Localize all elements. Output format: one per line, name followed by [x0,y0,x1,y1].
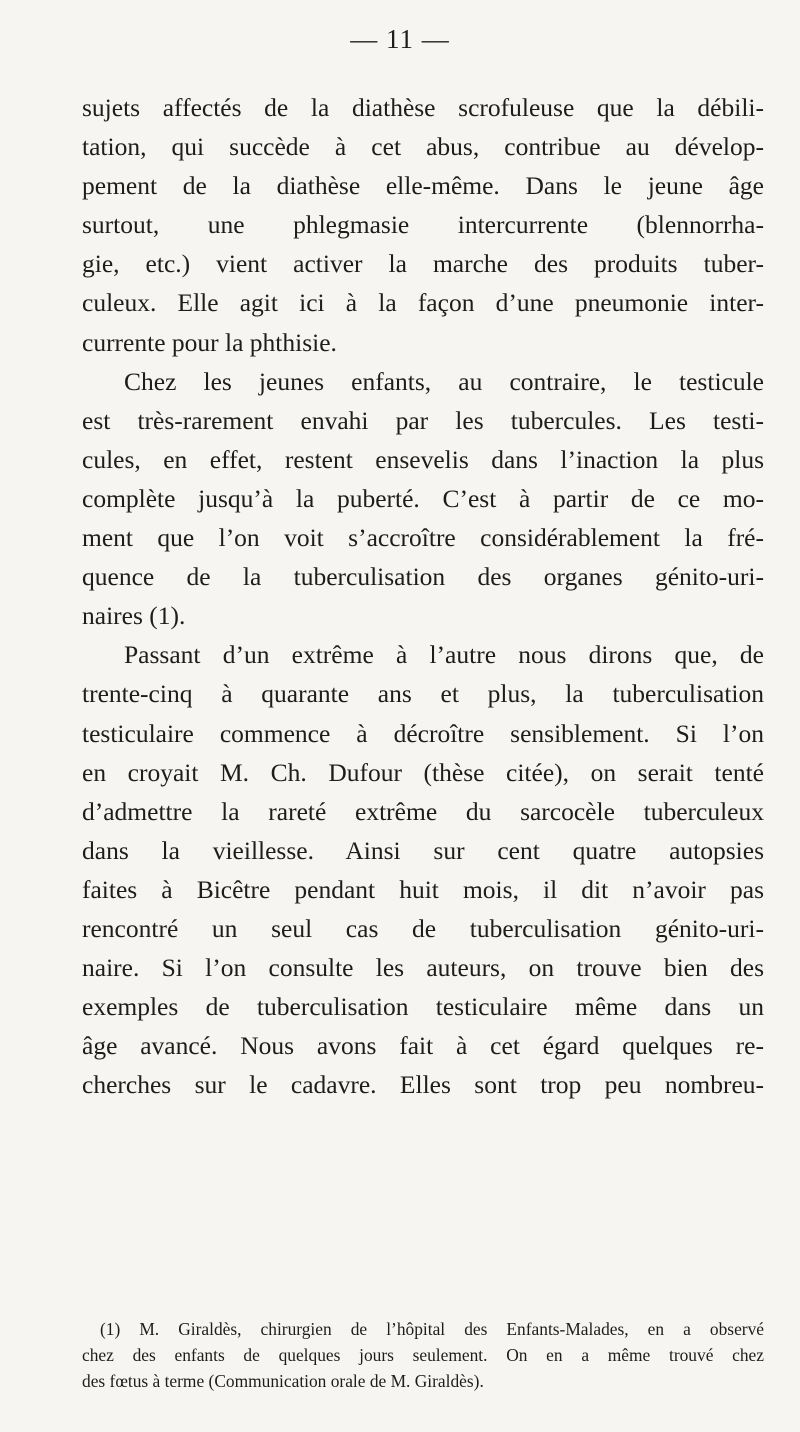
body-line: complète jusqu’à la puberté. C’est à partir de ce mo- [82,483,764,513]
body-line: faites à Bicêtre pendant huit mois, il dit n’avoir pas [82,874,764,904]
body-line: âge avancé. Nous avons fait à cet égard quelques re- [82,1031,764,1061]
body-line: surtout, une phlegmasie intercurrente (blennorrha- [82,210,764,240]
body-line: quence de la tuberculisation des organes génito-uri- [82,562,764,592]
body-line: testiculaire commence à décroître sensiblement. Si l’on [82,718,764,748]
body-text [82,88,764,1104]
body-line: exemples de tuberculisation testiculaire même dans un [82,992,764,1022]
body-line: naires (1). [82,601,186,631]
body-line: rencontré un seul cas de tuberculisation génito-uri- [82,913,764,943]
body-line: Passant d’un extrême à l’autre nous dirons que, de [124,640,764,670]
body-line: currente pour la phthisie. [82,327,337,357]
body-line: cules, en effet, restent ensevelis dans l’inaction la plus [82,444,764,474]
body-line: cherches sur le cadavre. Elles sont trop peu nombreu- [82,1070,764,1100]
body-line: est très-rarement envahi par les tubercules. Les testi- [82,405,764,435]
body-line: ment que l’on voit s’accroître considérablement la fré- [82,523,764,553]
body-line: dans la vieillesse. Ainsi sur cent quatre autopsies [82,835,764,865]
footnote-line: chez des enfants de quelques jours seulement. On en a même trouvé chez [82,1345,764,1365]
footnote [82,1316,764,1394]
footnote-line: (1) M. Giraldès, chirurgien de l’hôpital des Enfants-Malades, en a observé [100,1319,764,1339]
body-line: culeux. Elle agit ici à la façon d’une pneumonie inter- [82,288,764,318]
body-line: d’admettre la rareté extrême du sarcocèle tuberculeux [82,796,764,826]
footnote-line: des fœtus à terme (Communication orale de M. Giraldès). [82,1371,484,1391]
body-line: sujets affectés de la diathèse scrofuleuse que la débili- [82,93,764,122]
body-line: pement de la diathèse elle-même. Dans le jeune âge [82,171,764,201]
body-line: tation, qui succède à cet abus, contribue au dévelop- [82,132,764,162]
body-line: naire. Si l’on consulte les auteurs, on trouve bien des [82,953,764,983]
page-number: — 11 — [350,24,450,54]
body-line: trente-cinq à quarante ans et plus, la tuberculisation [82,679,764,709]
body-line: gie, etc.) vient activer la marche des produits tuber- [82,249,764,279]
body-line: Chez les jeunes enfants, au contraire, le testicule [124,366,764,396]
body-line: en croyait M. Ch. Dufour (thèse citée), on serait tenté [82,757,764,787]
